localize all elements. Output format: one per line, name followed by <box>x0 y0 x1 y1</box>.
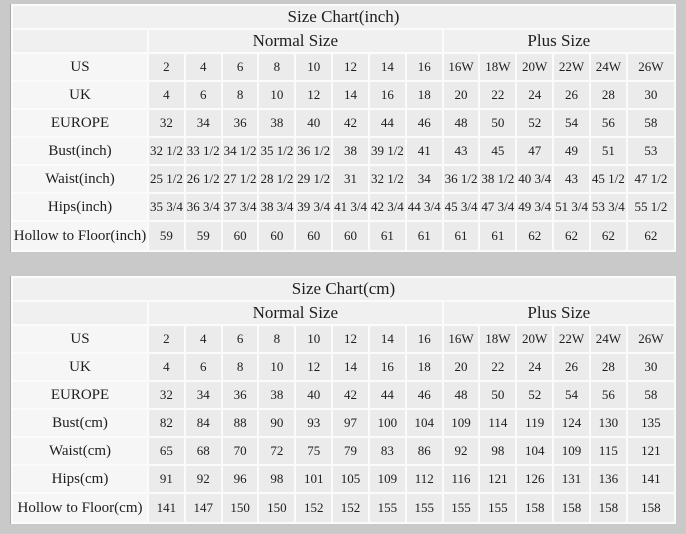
size-cell: 104 <box>517 438 552 464</box>
size-cell: 98 <box>480 438 515 464</box>
row-label: Hips(inch) <box>13 194 147 220</box>
row-label: EUROPE <box>13 110 147 136</box>
size-cell: 115 <box>591 438 626 464</box>
table-row <box>13 110 674 136</box>
size-cell: 2 <box>149 326 184 352</box>
size-cell: 158 <box>628 494 674 522</box>
size-cell: 61 <box>444 222 479 250</box>
size-cell: 130 <box>591 410 626 436</box>
size-cell: 141 <box>628 466 674 492</box>
size-cell: 126 <box>517 466 552 492</box>
size-cell: 20 <box>444 354 479 380</box>
size-cell: 90 <box>259 410 294 436</box>
size-cell: 18W <box>480 54 515 80</box>
size-cell: 36 3/4 <box>186 194 221 220</box>
table-row <box>13 466 674 492</box>
size-cell: 47 <box>517 138 552 164</box>
size-cell: 18W <box>480 326 515 352</box>
size-cell: 79 <box>333 438 368 464</box>
size-cell: 158 <box>591 494 626 522</box>
size-cell: 121 <box>628 438 674 464</box>
size-cell: 116 <box>444 466 479 492</box>
size-cell: 46 <box>407 382 442 408</box>
size-cell: 101 <box>296 466 331 492</box>
size-cell: 35 3/4 <box>149 194 184 220</box>
size-cell: 52 <box>517 110 552 136</box>
size-cell: 8 <box>223 354 258 380</box>
size-cell: 32 1/2 <box>370 166 405 192</box>
size-cell: 36 <box>223 382 258 408</box>
size-cell: 36 1/2 <box>444 166 479 192</box>
size-cell: 34 <box>186 110 221 136</box>
size-cell: 49 <box>554 138 589 164</box>
size-cell: 12 <box>333 54 368 80</box>
size-cell: 32 <box>149 110 184 136</box>
size-cell: 135 <box>628 410 674 436</box>
size-cell: 45 <box>480 138 515 164</box>
group-header-row <box>13 302 674 324</box>
size-cell: 30 <box>628 354 674 380</box>
size-cell: 22 <box>480 354 515 380</box>
size-cell: 16 <box>407 326 442 352</box>
size-cell: 124 <box>554 410 589 436</box>
size-cell: 45 1/2 <box>591 166 626 192</box>
size-cell: 60 <box>333 222 368 250</box>
size-cell: 14 <box>370 54 405 80</box>
size-cell: 56 <box>591 382 626 408</box>
size-cell: 105 <box>333 466 368 492</box>
size-cell: 43 <box>444 138 479 164</box>
size-cell: 42 <box>333 110 368 136</box>
size-cell: 12 <box>333 326 368 352</box>
table-row <box>13 494 674 522</box>
size-cell: 10 <box>259 82 294 108</box>
size-cell: 20 <box>444 82 479 108</box>
size-cell: 20W <box>517 54 552 80</box>
table-row <box>13 166 674 192</box>
size-cell: 28 1/2 <box>259 166 294 192</box>
size-cell: 35 1/2 <box>259 138 294 164</box>
size-cell: 2 <box>149 54 184 80</box>
size-cell: 72 <box>259 438 294 464</box>
size-cell: 29 1/2 <box>296 166 331 192</box>
size-cell: 22 <box>480 82 515 108</box>
size-cell: 100 <box>370 410 405 436</box>
size-cell: 14 <box>333 82 368 108</box>
size-cell: 4 <box>186 54 221 80</box>
size-cell: 155 <box>370 494 405 522</box>
size-cell: 60 <box>259 222 294 250</box>
title-row <box>13 6 674 28</box>
size-cell: 55 1/2 <box>628 194 674 220</box>
size-cell: 28 <box>591 354 626 380</box>
size-cell: 26 <box>554 354 589 380</box>
size-cell: 27 1/2 <box>223 166 258 192</box>
table-row <box>13 138 674 164</box>
row-label: UK <box>13 354 147 380</box>
size-cell: 45 3/4 <box>444 194 479 220</box>
size-cell: 12 <box>296 82 331 108</box>
size-cell: 6 <box>186 82 221 108</box>
size-cell: 38 <box>259 382 294 408</box>
size-cell: 39 1/2 <box>370 138 405 164</box>
row-label: Hollow to Floor(inch) <box>13 222 147 250</box>
size-chart-cm-table <box>10 276 676 524</box>
size-cell: 147 <box>186 494 221 522</box>
size-cell: 46 <box>407 110 442 136</box>
size-cell: 150 <box>223 494 258 522</box>
group-header-normal-size: Normal Size <box>149 302 442 324</box>
size-cell: 112 <box>407 466 442 492</box>
row-label: US <box>13 54 147 80</box>
group-header-row <box>13 30 674 52</box>
size-cell: 10 <box>259 354 294 380</box>
size-cell: 32 1/2 <box>149 138 184 164</box>
size-cell: 91 <box>149 466 184 492</box>
size-cell: 152 <box>333 494 368 522</box>
size-cell: 37 3/4 <box>223 194 258 220</box>
row-label: EUROPE <box>13 382 147 408</box>
row-label: Bust(cm) <box>13 410 147 436</box>
size-cell: 50 <box>480 382 515 408</box>
corner-cell <box>13 30 147 52</box>
size-cell: 43 <box>554 166 589 192</box>
table-row <box>13 326 674 352</box>
size-cell: 61 <box>480 222 515 250</box>
size-cell: 26W <box>628 326 674 352</box>
size-cell: 68 <box>186 438 221 464</box>
size-cell: 25 1/2 <box>149 166 184 192</box>
row-label: Waist(cm) <box>13 438 147 464</box>
size-cell: 158 <box>517 494 552 522</box>
size-cell: 4 <box>149 82 184 108</box>
size-cell: 38 <box>333 138 368 164</box>
size-cell: 109 <box>444 410 479 436</box>
size-cell: 155 <box>480 494 515 522</box>
size-cell: 32 <box>149 382 184 408</box>
size-cell: 31 <box>333 166 368 192</box>
size-cell: 59 <box>186 222 221 250</box>
size-cell: 14 <box>333 354 368 380</box>
size-cell: 131 <box>554 466 589 492</box>
size-cell: 119 <box>517 410 552 436</box>
size-cell: 104 <box>407 410 442 436</box>
row-label: Bust(inch) <box>13 138 147 164</box>
group-header-plus-size: Plus Size <box>444 302 674 324</box>
size-cell: 22W <box>554 326 589 352</box>
size-cell: 4 <box>186 326 221 352</box>
size-cell: 16 <box>370 354 405 380</box>
size-cell: 121 <box>480 466 515 492</box>
size-cell: 97 <box>333 410 368 436</box>
size-cell: 150 <box>259 494 294 522</box>
row-label: Waist(inch) <box>13 166 147 192</box>
size-cell: 53 <box>628 138 674 164</box>
size-cell: 75 <box>296 438 331 464</box>
size-cell: 88 <box>223 410 258 436</box>
size-cell: 24 <box>517 82 552 108</box>
size-cell: 14 <box>370 326 405 352</box>
table-row <box>13 54 674 80</box>
size-cell: 51 3/4 <box>554 194 589 220</box>
size-cell: 54 <box>554 382 589 408</box>
size-cell: 49 3/4 <box>517 194 552 220</box>
size-cell: 6 <box>186 354 221 380</box>
row-label: UK <box>13 82 147 108</box>
size-cell: 92 <box>444 438 479 464</box>
size-cell: 16W <box>444 326 479 352</box>
size-cell: 34 1/2 <box>223 138 258 164</box>
size-cell: 40 <box>296 110 331 136</box>
size-cell: 62 <box>628 222 674 250</box>
size-cell: 48 <box>444 382 479 408</box>
size-cell: 98 <box>259 466 294 492</box>
table-row <box>13 438 674 464</box>
size-cell: 4 <box>149 354 184 380</box>
size-cell: 62 <box>554 222 589 250</box>
group-header-normal-size: Normal Size <box>149 30 442 52</box>
size-cell: 158 <box>554 494 589 522</box>
size-cell: 36 1/2 <box>296 138 331 164</box>
size-cell: 70 <box>223 438 258 464</box>
size-cell: 10 <box>296 326 331 352</box>
size-cell: 16 <box>370 82 405 108</box>
size-cell: 61 <box>407 222 442 250</box>
size-cell: 20W <box>517 326 552 352</box>
row-label: US <box>13 326 147 352</box>
size-cell: 8 <box>259 326 294 352</box>
size-cell: 12 <box>296 354 331 380</box>
size-cell: 61 <box>370 222 405 250</box>
size-cell: 114 <box>480 410 515 436</box>
size-cell: 86 <box>407 438 442 464</box>
table-row <box>13 382 674 408</box>
size-cell: 42 3/4 <box>370 194 405 220</box>
size-cell: 84 <box>186 410 221 436</box>
size-cell: 34 <box>407 166 442 192</box>
size-cell: 24 <box>517 354 552 380</box>
size-cell: 38 3/4 <box>259 194 294 220</box>
title-row <box>13 278 674 300</box>
group-header-plus-size: Plus Size <box>444 30 674 52</box>
size-cell: 8 <box>223 82 258 108</box>
size-cell: 40 <box>296 382 331 408</box>
size-cell: 28 <box>591 82 626 108</box>
size-cell: 50 <box>480 110 515 136</box>
table-row <box>13 194 674 220</box>
size-cell: 44 <box>370 382 405 408</box>
size-cell: 10 <box>296 54 331 80</box>
row-label: Hips(cm) <box>13 466 147 492</box>
table-row <box>13 82 674 108</box>
size-cell: 41 <box>407 138 442 164</box>
size-cell: 48 <box>444 110 479 136</box>
size-cell: 141 <box>149 494 184 522</box>
size-cell: 16W <box>444 54 479 80</box>
size-cell: 60 <box>223 222 258 250</box>
size-cell: 93 <box>296 410 331 436</box>
size-cell: 26 <box>554 82 589 108</box>
size-cell: 92 <box>186 466 221 492</box>
size-cell: 41 3/4 <box>333 194 368 220</box>
size-cell: 109 <box>370 466 405 492</box>
size-cell: 155 <box>444 494 479 522</box>
size-cell: 30 <box>628 82 674 108</box>
size-cell: 38 1/2 <box>480 166 515 192</box>
size-cell: 82 <box>149 410 184 436</box>
table-row <box>13 222 674 250</box>
size-cell: 52 <box>517 382 552 408</box>
size-cell: 26 1/2 <box>186 166 221 192</box>
size-cell: 58 <box>628 382 674 408</box>
size-cell: 8 <box>259 54 294 80</box>
size-cell: 44 <box>370 110 405 136</box>
table-title: Size Chart(cm) <box>13 278 674 300</box>
size-cell: 22W <box>554 54 589 80</box>
size-cell: 24W <box>591 326 626 352</box>
size-cell: 65 <box>149 438 184 464</box>
table-row <box>13 354 674 380</box>
size-cell: 33 1/2 <box>186 138 221 164</box>
size-cell: 59 <box>149 222 184 250</box>
size-cell: 152 <box>296 494 331 522</box>
corner-cell <box>13 302 147 324</box>
table-title: Size Chart(inch) <box>13 6 674 28</box>
size-cell: 42 <box>333 382 368 408</box>
size-cell: 39 3/4 <box>296 194 331 220</box>
size-cell: 51 <box>591 138 626 164</box>
size-cell: 54 <box>554 110 589 136</box>
size-cell: 6 <box>223 54 258 80</box>
size-cell: 34 <box>186 382 221 408</box>
table-row <box>13 410 674 436</box>
size-cell: 58 <box>628 110 674 136</box>
size-cell: 40 3/4 <box>517 166 552 192</box>
size-cell: 47 3/4 <box>480 194 515 220</box>
size-cell: 18 <box>407 354 442 380</box>
size-cell: 62 <box>517 222 552 250</box>
size-cell: 18 <box>407 82 442 108</box>
row-label: Hollow to Floor(cm) <box>13 494 147 522</box>
size-cell: 83 <box>370 438 405 464</box>
size-cell: 26W <box>628 54 674 80</box>
size-cell: 56 <box>591 110 626 136</box>
size-cell: 109 <box>554 438 589 464</box>
size-cell: 155 <box>407 494 442 522</box>
size-cell: 24W <box>591 54 626 80</box>
size-cell: 44 3/4 <box>407 194 442 220</box>
size-cell: 16 <box>407 54 442 80</box>
size-cell: 38 <box>259 110 294 136</box>
size-cell: 6 <box>223 326 258 352</box>
size-chart-inch-table <box>10 4 676 252</box>
size-cell: 36 <box>223 110 258 136</box>
size-cell: 136 <box>591 466 626 492</box>
size-cell: 47 1/2 <box>628 166 674 192</box>
size-cell: 96 <box>223 466 258 492</box>
size-cell: 60 <box>296 222 331 250</box>
size-cell: 62 <box>591 222 626 250</box>
size-cell: 53 3/4 <box>591 194 626 220</box>
